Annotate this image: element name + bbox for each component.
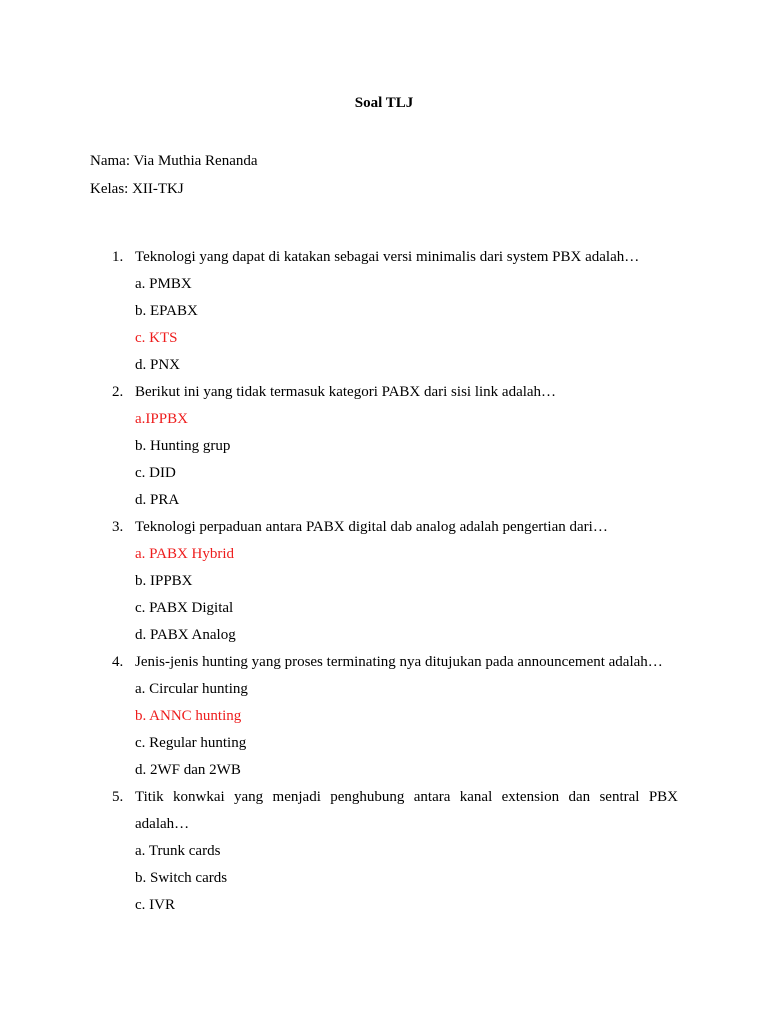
question-text: Teknologi yang dapat di katakan sebagai versi minimalis dari system PBX adalah… (135, 249, 640, 265)
answer-option: c. PABX Digital (135, 600, 234, 616)
answer-options (90, 676, 678, 784)
question-number: 2. (112, 384, 124, 400)
document-title: Soal TLJ (354, 95, 414, 111)
question-3 (90, 514, 678, 649)
student-class: Kelas: XII-TKJ (90, 181, 184, 197)
answer-option: a. PMBX (135, 276, 192, 292)
question-2 (90, 379, 678, 514)
answer-option: a. Circular hunting (135, 681, 248, 697)
question-list (90, 244, 678, 919)
answer-option: b. Hunting grup (135, 438, 231, 454)
answer-options (90, 541, 678, 649)
answer-options (90, 271, 678, 379)
answer-option: c. IVR (135, 897, 175, 913)
question-text: Titik konwkai yang menjadi penghubung antara kanal extension dan sentral PBX adalah… (135, 789, 678, 832)
question-5 (90, 784, 678, 919)
question-text: Berikut ini yang tidak termasuk kategori PABX dari sisi link adalah… (135, 384, 557, 400)
question-number: 4. (112, 654, 124, 670)
answer-option-correct: b. ANNC hunting (135, 708, 242, 724)
answer-option-correct: a. PABX Hybrid (135, 546, 235, 562)
question-number: 3. (112, 519, 124, 535)
question-number: 5. (112, 789, 124, 805)
answer-option: b. Switch cards (135, 870, 228, 886)
question-1 (90, 244, 678, 379)
answer-option: d. PNX (135, 357, 181, 373)
answer-option: b. EPABX (135, 303, 198, 319)
answer-option: b. IPPBX (135, 573, 193, 589)
answer-option: c. DID (135, 465, 176, 481)
answer-option: d. 2WF dan 2WB (135, 762, 241, 778)
student-name: Nama: Via Muthia Renanda (90, 153, 258, 169)
answer-option: d. PABX Analog (135, 627, 236, 643)
question-number: 1. (112, 249, 124, 265)
question-text: Teknologi perpaduan antara PABX digital dab analog adalah pengertian dari… (135, 519, 608, 535)
answer-option-correct: a.IPPBX (135, 411, 188, 427)
question-text: Jenis-jenis hunting yang proses terminating nya ditujukan pada announcement adalah… (135, 654, 663, 670)
answer-options (90, 406, 678, 514)
answer-options (90, 838, 678, 919)
answer-option: c. Regular hunting (135, 735, 247, 751)
answer-option-correct: c. KTS (135, 330, 178, 346)
question-4 (90, 649, 678, 784)
answer-option: d. PRA (135, 492, 180, 508)
answer-option: a. Trunk cards (135, 843, 221, 859)
